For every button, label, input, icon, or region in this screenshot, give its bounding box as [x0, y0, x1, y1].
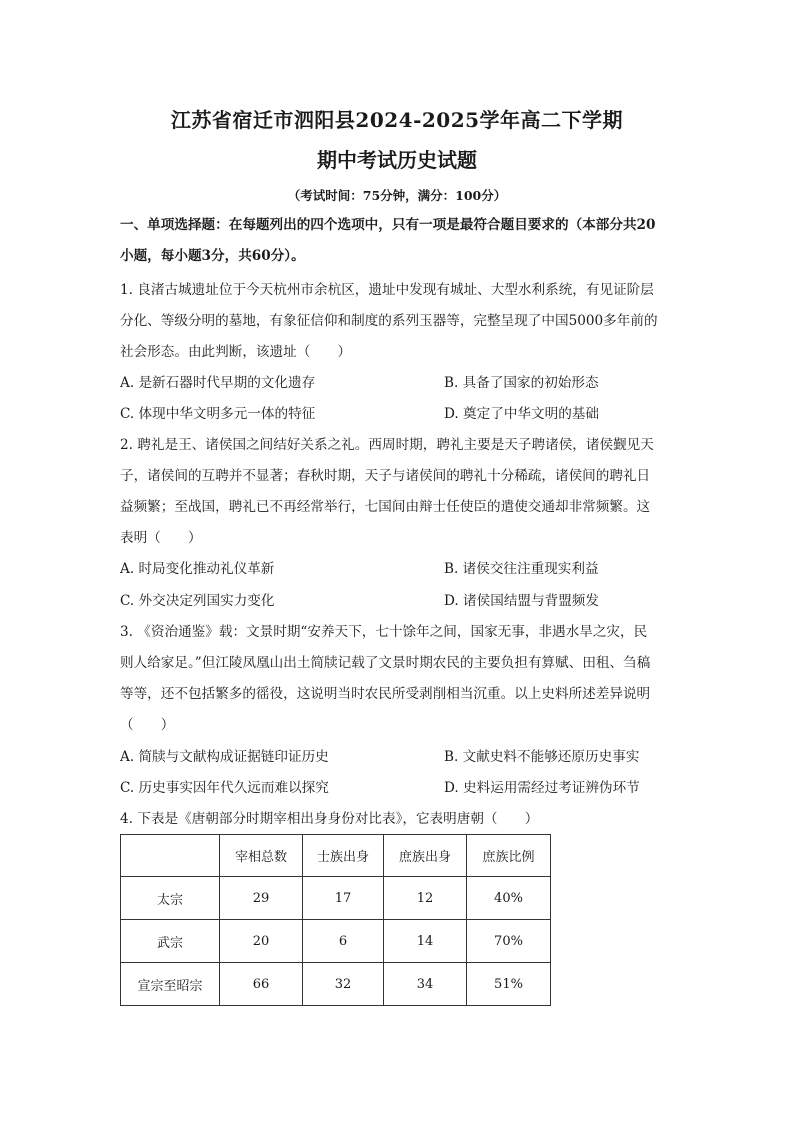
q1-stem-line3: 社会形态。由此判断，该遗址（ ）	[120, 344, 352, 360]
table-cell: 32	[303, 963, 384, 1006]
q2-stem-line3: 益频繁；至战国，聘礼已不再经常举行，七国间由辩士任使臣的遣使交通却非常频繁。这	[120, 499, 651, 515]
q1-option-a[interactable]: A. 是新石器时代早期的文化遗存	[120, 375, 316, 391]
table-row	[121, 877, 551, 920]
table-cell: 14	[384, 920, 467, 963]
table-cell: 51%	[467, 963, 551, 1006]
q3-option-c[interactable]: C. 历史事实因年代久远而难以探究	[120, 780, 329, 796]
q1-option-b[interactable]: B. 具备了国家的初始形态	[444, 375, 599, 391]
q3-option-b[interactable]: B. 文献史料不能够还原历史事实	[444, 749, 640, 765]
exam-subtitle-title: 期中考试历史试题	[317, 148, 477, 172]
table-cell: 20	[220, 920, 303, 963]
section-instruction-line1: 一、单项选择题：在每题列出的四个选项中，只有一项是最符合题目要求的（本部分共20	[120, 217, 656, 233]
table-cell: 武宗	[121, 920, 220, 963]
table-cell: 29	[220, 877, 303, 920]
q3-stem-line1: 3. 《资治通鉴》载：文景时期“安养天下，七十馀年之间，国家无事，非遇水旱之灾，民	[120, 624, 648, 640]
q2-option-d[interactable]: D. 诸侯国结盟与背盟频发	[444, 593, 599, 609]
q1-stem-line2: 分化、等级分明的墓地，有象征信仰和制度的系列玉器等，完整呈现了中国5000多年前的	[120, 313, 658, 329]
section-instruction-line2: 小题，每小题3分，共60分）。	[120, 248, 305, 264]
table-header-cell: 庶族出身	[384, 835, 467, 877]
q4-stem: 4. 下表是《唐朝部分时期宰相出身身份对比表》，它表明唐朝（ ）	[120, 811, 539, 827]
q1-stem-line1: 1. 良渚古城遗址位于今天杭州市余杭区，遗址中发现有城址、大型水利系统，有见证阶层	[120, 282, 654, 298]
q2-option-c[interactable]: C. 外交决定列国实力变化	[120, 593, 275, 609]
table-row	[121, 920, 551, 963]
q2-option-b[interactable]: B. 诸侯交往注重现实利益	[444, 561, 599, 577]
q2-stem-line4: 表明（ ）	[120, 530, 202, 546]
table-cell: 40%	[467, 877, 551, 920]
table-cell: 太宗	[121, 877, 220, 920]
table-row	[121, 963, 551, 1006]
exam-info: （考试时间：75分钟，满分：100分）	[287, 188, 507, 203]
table-header-cell: 士族出身	[303, 835, 384, 877]
q4-data-table	[120, 834, 551, 1006]
q1-option-c[interactable]: C. 体现中华文明多元一体的特征	[120, 406, 316, 422]
table-cell: 34	[384, 963, 467, 1006]
table-cell: 17	[303, 877, 384, 920]
q1-option-d[interactable]: D. 奠定了中华文明的基础	[444, 406, 599, 422]
table-header-cell: 宰相总数	[220, 835, 303, 877]
q3-option-a[interactable]: A. 简牍与文献构成证据链印证历史	[120, 749, 329, 765]
table-header-cell: 庶族比例	[467, 835, 551, 877]
table-header-cell	[121, 835, 220, 877]
table-cell: 12	[384, 877, 467, 920]
q3-stem-line3: 等等，还不包括繁多的徭役，这说明当时农民所受剥削相当沉重。以上史料所述差异说明	[120, 686, 651, 702]
table-cell: 宣宗至昭宗	[121, 963, 220, 1006]
q3-stem-line4: （ ）	[120, 717, 175, 733]
table-cell: 70%	[467, 920, 551, 963]
q2-stem-line2: 子，诸侯间的互聘并不显著；春秋时期，天子与诸侯间的聘礼十分稀疏，诸侯间的聘礼日	[120, 468, 651, 484]
table-header-row	[121, 835, 551, 877]
q2-stem-line1: 2. 聘礼是王、诸侯国之间结好关系之礼。西周时期，聘礼主要是天子聘诸侯，诸侯觐见天	[120, 437, 654, 453]
table-cell: 6	[303, 920, 384, 963]
exam-title: 江苏省宿迁市泗阳县2024-2025学年高二下学期	[170, 108, 624, 132]
table-cell: 66	[220, 963, 303, 1006]
q3-option-d[interactable]: D. 史料运用需经过考证辨伪环节	[444, 780, 640, 796]
q2-option-a[interactable]: A. 时局变化推动礼仪革新	[120, 561, 275, 577]
q3-stem-line2: 则人给家足。”但江陵凤凰山出土简牍记载了文景时期农民的主要负担有算赋、田租、刍稿	[120, 655, 651, 671]
